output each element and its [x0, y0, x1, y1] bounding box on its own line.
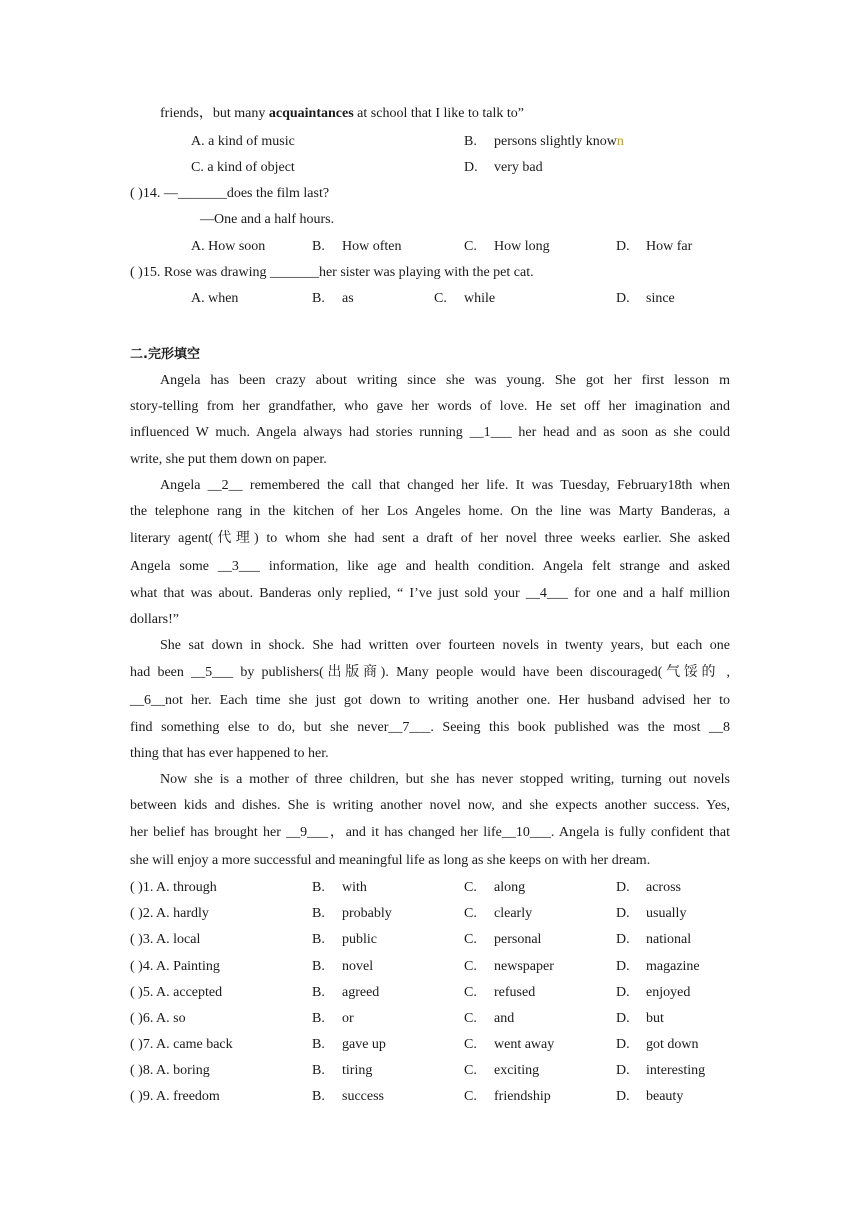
passage-line: She sat down in shock. She had written over fourteen novels in twenty years, but each one — [160, 638, 730, 653]
passage-line: between kids and dishes. She is writing another novel now, and she expects another success. Yes, — [130, 798, 730, 813]
option-b-letter: B. — [464, 134, 477, 149]
option-d-letter: D. — [616, 291, 630, 306]
option-c: while — [464, 291, 496, 306]
option-c: went away — [494, 1037, 555, 1052]
option-b-letter: B. — [312, 1063, 325, 1078]
option-c-letter: C. — [464, 1089, 477, 1104]
question-number: ( )3. A. local — [130, 932, 201, 947]
option-d: interesting — [646, 1063, 706, 1078]
option-c: clearly — [494, 906, 533, 921]
option-d: but — [646, 1011, 664, 1026]
option-c-letter: C. — [464, 932, 477, 947]
option-d-letter: D. — [616, 1011, 630, 1026]
stem-text: friends，but many — [160, 106, 269, 121]
option-b: How often — [342, 239, 402, 254]
option-d-letter: D. — [616, 906, 630, 921]
option-d-letter: D. — [616, 880, 630, 895]
option-d-letter: D. — [616, 1037, 630, 1052]
option-b-letter: B. — [312, 1089, 325, 1104]
question-13-stem — [160, 104, 524, 124]
option-d: across — [646, 880, 681, 895]
option-b: public — [342, 932, 377, 947]
question-14-stem: ( )14. —_______does the film last? — [130, 186, 330, 201]
option-b-end: n — [616, 134, 624, 149]
option-b: probably — [342, 906, 392, 921]
question-number: ( )2. A. hardly — [130, 906, 209, 921]
option-c: newspaper — [494, 959, 554, 974]
option-c: C. a kind of object — [191, 160, 295, 175]
option-c-letter: C. — [464, 239, 477, 254]
stem-text-end: at school that I like to talk to” — [353, 106, 524, 121]
option-d-letter: D. — [616, 985, 630, 1000]
option-d: since — [646, 291, 675, 306]
option-b-letter: B. — [312, 1011, 325, 1026]
option-c: personal — [494, 932, 542, 947]
option-d-letter: D. — [616, 932, 630, 947]
passage-line: the telephone rang in the kitchen of her Los Angeles home. On the line was Marty Banderas, a — [130, 504, 730, 519]
option-c-letter: C. — [464, 1037, 477, 1052]
passage-line: write, she put them down on paper. — [130, 452, 327, 467]
option-d-letter: D. — [464, 160, 478, 175]
option-b-letter: B. — [312, 291, 325, 306]
passage-line: her belief has brought her __9___，and it has changed her life__10___. Angela is fully confident that — [130, 825, 730, 840]
passage-line: literary agent(代理) to whom she had sent a draft of her novel three weeks earlier. She asked — [130, 531, 730, 546]
option-b: novel — [342, 959, 374, 974]
option-a: A. when — [191, 291, 239, 306]
option-c-letter: C. — [464, 880, 477, 895]
option-b: tiring — [342, 1063, 373, 1078]
option-d-letter: D. — [616, 1089, 630, 1104]
option-c: and — [494, 1011, 515, 1026]
passage-line: find something else to do, but she never__7___. Seeing this book published was the most __8 — [130, 720, 730, 735]
question-number: ( )8. A. boring — [130, 1063, 210, 1078]
option-a: A. How soon — [191, 239, 266, 254]
option-b: agreed — [342, 985, 380, 1000]
option-b-letter: B. — [312, 985, 325, 1000]
option-a: A. a kind of music — [191, 134, 295, 149]
option-c: How long — [494, 239, 550, 254]
question-number: ( )9. A. freedom — [130, 1089, 220, 1104]
option-d: very bad — [494, 160, 543, 175]
option-d-letter: D. — [616, 959, 630, 974]
option-c-letter: C. — [464, 1063, 477, 1078]
question-number: ( )1. A. through — [130, 880, 217, 895]
passage-line: Angela __2__ remembered the call that changed her life. It was Tuesday, February18th when — [160, 478, 730, 493]
question-number: ( )7. A. came back — [130, 1037, 233, 1052]
option-c-letter: C. — [464, 906, 477, 921]
option-c-letter: C. — [464, 985, 477, 1000]
option-d: national — [646, 932, 692, 947]
option-c-letter: C. — [434, 291, 447, 306]
option-b-letter: B. — [312, 1037, 325, 1052]
bold-keyword: acquaintances — [268, 106, 354, 121]
option-b: success — [342, 1089, 384, 1104]
option-c: along — [494, 880, 526, 895]
option-d: beauty — [646, 1089, 684, 1104]
option-c: exciting — [494, 1063, 540, 1078]
passage-line: Now she is a mother of three children, but she has never stopped writing, turning out novels — [160, 772, 730, 787]
option-d-letter: D. — [616, 1063, 630, 1078]
question-number: ( )4. A. Painting — [130, 959, 220, 974]
option-b-letter: B. — [312, 239, 325, 254]
option-b: or — [342, 1011, 354, 1026]
option-b-letter: B. — [312, 959, 325, 974]
passage-line: Angela some __3___ information, like age and health condition. Angela felt strange and asked — [130, 559, 730, 574]
option-c: friendship — [494, 1089, 551, 1104]
option-c: refused — [494, 985, 536, 1000]
passage-line: what that was about. Banderas only replied, “ I’ve just sold your __4___ for one and a half million — [130, 586, 730, 601]
option-d: enjoyed — [646, 985, 691, 1000]
option-c-letter: C. — [464, 1011, 477, 1026]
question-14-reply: —One and a half hours. — [200, 212, 335, 227]
option-d: How far — [646, 239, 693, 254]
passage-line: she will enjoy a more successful and meaningful life as long as she keeps on with her dream. — [130, 853, 651, 868]
option-d: got down — [646, 1037, 699, 1052]
passage-line: influenced W much. Angela always had stories running __1___ her head and as soon as she could — [130, 425, 730, 440]
option-b: with — [342, 880, 367, 895]
option-b: gave up — [342, 1037, 386, 1052]
option-b: as — [342, 291, 354, 306]
option-b-letter: B. — [312, 880, 325, 895]
question-number: ( )6. A. so — [130, 1011, 186, 1026]
passage-line: dollars!” — [130, 612, 179, 627]
option-d: usually — [646, 906, 687, 921]
passage-line: __6__not her. Each time she just got down to writing another one. Her husband advised her to — [130, 693, 730, 708]
question-15-stem: ( )15. Rose was drawing _______her sister was playing with the pet cat. — [130, 265, 534, 280]
passage-line: thing that has ever happened to her. — [130, 746, 329, 761]
option-b: persons slightly known — [494, 134, 624, 149]
question-number: ( )5. A. accepted — [130, 985, 223, 1000]
section-title: 二.完形填空 — [130, 347, 200, 362]
option-b-letter: B. — [312, 906, 325, 921]
option-b-letter: B. — [312, 932, 325, 947]
passage-line: Angela has been crazy about writing since she was young. She got her first lesson m — [160, 373, 730, 388]
option-d: magazine — [646, 959, 700, 974]
passage-line: had been __5___ by publishers(出版商). Many people would have been discouraged(气馁的 , — [130, 665, 730, 680]
option-c-letter: C. — [464, 959, 477, 974]
passage-line: story-telling from her grandfather, who gave her words of love. He set off her imagination and — [130, 399, 730, 414]
option-d-letter: D. — [616, 239, 630, 254]
